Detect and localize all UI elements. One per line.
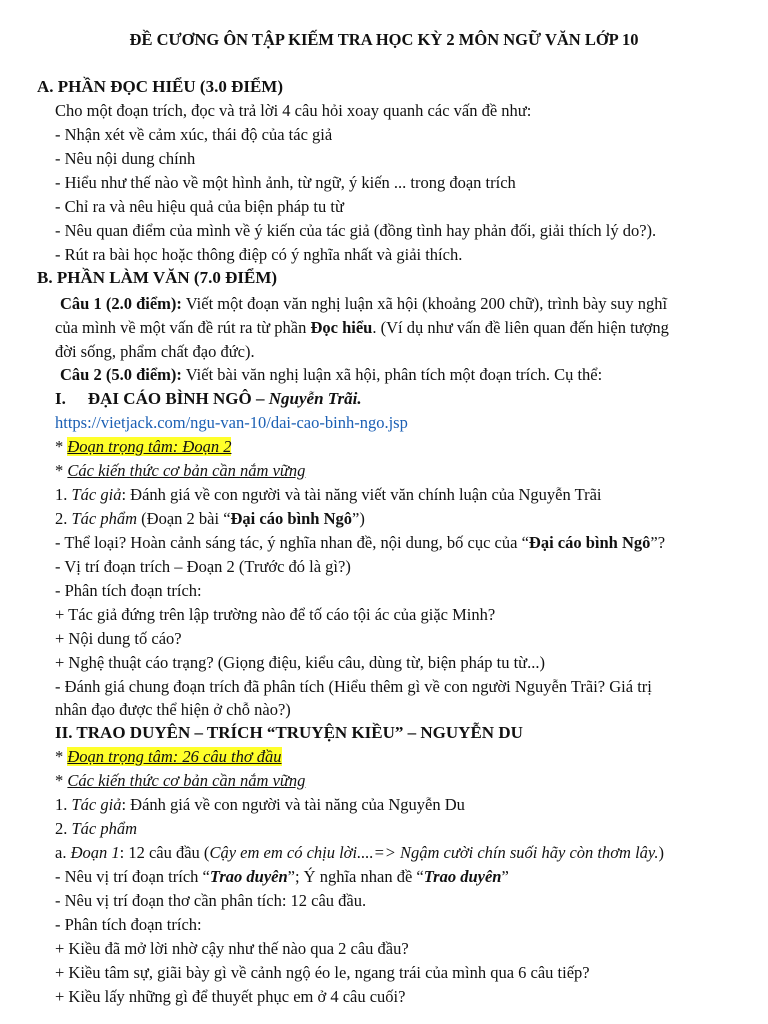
highlighted-focus: Đoạn trọng tâm: 26 câu thơ đầu bbox=[67, 747, 282, 766]
list-item: - Phân tích đoạn trích: bbox=[55, 581, 202, 600]
question-2-label: Câu 2 (5.0 điểm): bbox=[60, 365, 182, 384]
list-item: + Kiều lấy những gì để thuyết phục em ở 4 câu cuối? bbox=[55, 987, 406, 1006]
focus-note: * Đoạn trọng tâm: 26 câu thơ đầu bbox=[55, 747, 282, 766]
list-item: + Tác giả đứng trên lập trường nào để tố cáo tội ác của giặc Minh? bbox=[55, 605, 496, 624]
reference-link[interactable]: https://vietjack.com/ngu-van-10/dai-cao-binh-ngo.jsp bbox=[55, 413, 408, 432]
section-a-heading: A. PHẦN ĐỌC HIỂU (3.0 ĐIỂM) bbox=[37, 77, 284, 96]
list-item: - Vị trí đoạn trích – Đoạn 2 (Trước đó là gì?) bbox=[55, 557, 351, 576]
list-item: + Nghệ thuật cáo trạng? (Giọng điệu, kiểu câu, dùng từ, biện pháp tu từ...) bbox=[55, 653, 545, 672]
part-1-heading: I. ĐẠI CÁO BÌNH NGÔ – Nguyễn Trãi. bbox=[55, 389, 362, 408]
list-item: - Nhận xét về cảm xúc, thái độ của tác giả bbox=[55, 125, 333, 144]
list-item: - Hiểu như thế nào về một hình ảnh, từ ngữ, ý kiến ... trong đoạn trích bbox=[55, 173, 516, 192]
question-1-line: đời sống, phẩm chất đạo đức). bbox=[55, 342, 255, 361]
question-1-line: của mình về một vấn đề rút ra từ phần Đọc hiểu. (Ví dụ như vấn đề liên quan đến hiện tượng bbox=[55, 318, 669, 337]
list-item: + Nội dung tố cáo? bbox=[55, 629, 182, 648]
author-line: 1. Tác giả: Đánh giá về con người và tài năng viết văn chính luận của Nguyễn Trãi bbox=[55, 485, 602, 504]
work-line: 2. Tác phẩm (Đoạn 2 bài “Đại cáo bình Ngô”) bbox=[55, 509, 365, 528]
question-1-label: Câu 1 (2.0 điểm): bbox=[60, 294, 182, 313]
list-item: nhân đạo được thể hiện ở chỗ nào?) bbox=[55, 700, 291, 719]
section-a-intro: Cho một đoạn trích, đọc và trả lời 4 câu hỏi xoay quanh các vấn đề như: bbox=[55, 101, 532, 120]
focus-note: * Đoạn trọng tâm: Đoạn 2 bbox=[55, 437, 232, 456]
part-2-heading: II. TRAO DUYÊN – TRÍCH “TRUYỆN KIỀU” – NGUYỄN DU bbox=[55, 723, 523, 742]
name-line: - Nêu vị trí đoạn trích “Trao duyên”; Ý nghĩa nhan đề “Trao duyên” bbox=[55, 867, 509, 886]
list-item: - Chỉ ra và nêu hiệu quả của biện pháp tu từ bbox=[55, 197, 344, 216]
list-item: + Kiều đã mở lời nhờ cậy như thế nào qua 2 câu đầu? bbox=[55, 939, 409, 958]
basics-note: * Các kiến thức cơ bản cần nắm vững bbox=[55, 461, 306, 480]
highlighted-focus: Đoạn trọng tâm: Đoạn 2 bbox=[67, 437, 232, 456]
document-title: ĐỀ CƯƠNG ÔN TẬP KIẾM TRA HỌC KỲ 2 MÔN NGỮ VĂN LỚP 10 bbox=[129, 30, 639, 49]
list-item: - Nêu vị trí đoạn thơ cần phân tích: 12 câu đầu. bbox=[55, 891, 367, 910]
list-item: - Rút ra bài học hoặc thông điệp có ý nghĩa nhất và giải thích. bbox=[55, 245, 463, 264]
basics-note: * Các kiến thức cơ bản cần nắm vững bbox=[55, 771, 306, 790]
paragraph-a-line: a. Đoạn 1: 12 câu đầu (Cậy em em có chịu lời....=> Ngậm cười chín suối hãy còn thơm lây.) bbox=[55, 843, 664, 862]
list-item: - Nêu quan điểm của mình về ý kiến của tác giả (đồng tình hay phản đối, giải thích lý do?). bbox=[55, 221, 657, 240]
author-line: 1. Tác giả: Đánh giá về con người và tài năng của Nguyễn Du bbox=[55, 795, 465, 814]
list-item: - Phân tích đoạn trích: bbox=[55, 915, 202, 934]
list-item: - Đánh giá chung đoạn trích đã phân tích (Hiểu thêm gì về con người Nguyễn Trãi? Giá trị bbox=[55, 677, 652, 696]
list-item: + Kiều tâm sự, giãi bày gì về cảnh ngộ éo le, ngang trái của mình qua 6 câu tiếp? bbox=[55, 963, 590, 982]
section-b-heading: B. PHẦN LÀM VĂN (7.0 ĐIỂM) bbox=[37, 268, 278, 287]
work-line: 2. Tác phẩm bbox=[55, 819, 138, 838]
list-item: - Nêu nội dung chính bbox=[55, 149, 196, 168]
question-2-line: Câu 2 (5.0 điểm): Viết bài văn nghị luận xã hội, phân tích một đoạn trích. Cụ thể: bbox=[60, 365, 603, 384]
genre-line: - Thể loại? Hoàn cảnh sáng tác, ý nghĩa nhan đề, nội dung, bố cục của “Đại cáo bình Ngô”? bbox=[55, 533, 666, 552]
question-1-line: Câu 1 (2.0 điểm): Viết một đoạn văn nghị luận xã hội (khoảng 200 chữ), trình bày suy nghĩ bbox=[60, 294, 668, 313]
